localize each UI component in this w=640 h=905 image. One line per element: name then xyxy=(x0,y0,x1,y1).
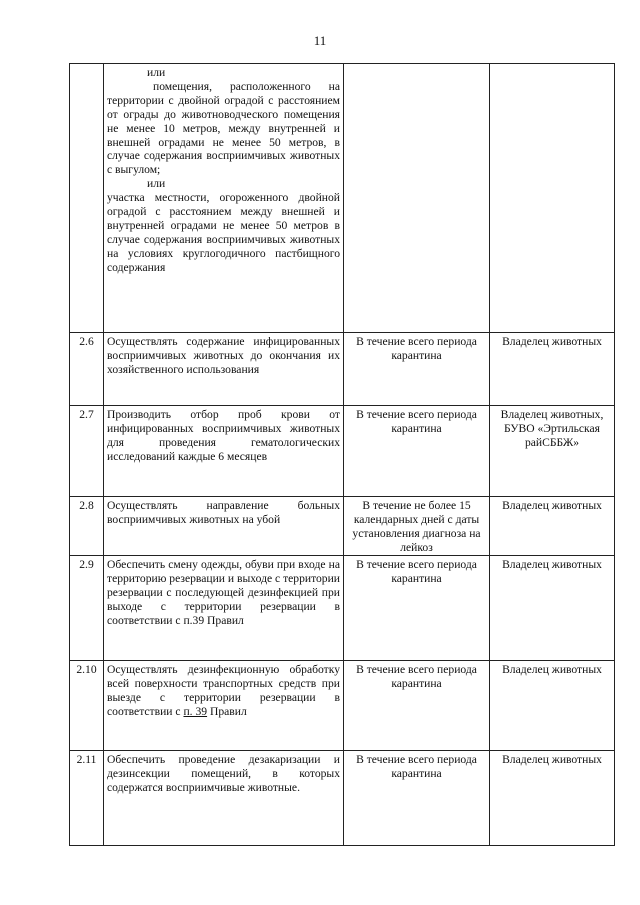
responsible-cell: Владелец животных xyxy=(490,333,615,406)
responsible-cell: Владелец животных xyxy=(490,661,615,751)
table-row xyxy=(70,661,615,751)
row-number: 2.9 xyxy=(70,556,104,661)
page-number: 11 xyxy=(313,33,327,48)
term-cell: В течение всего периода карантина xyxy=(344,556,490,661)
measure-cell: Осуществлять содержание инфицированных восприимчивых животных до окончания их хозяйственного использования xyxy=(104,333,344,406)
responsible-cell: Владелец животных xyxy=(490,751,615,846)
row-number: 2.7 xyxy=(70,406,104,497)
measure-text: Осуществлять дезинфекционную обработку всей поверхности транспортных средств при выезде с территории резервации в соответствии с xyxy=(107,663,340,718)
measure-text: Правил xyxy=(209,704,247,718)
measure-cell xyxy=(104,661,344,751)
term-cell: В течение всего периода карантина xyxy=(344,751,490,846)
rule-reference: п. 39 xyxy=(183,704,208,718)
responsible-cell xyxy=(490,64,615,333)
row-number: 2.8 xyxy=(70,497,104,556)
term-cell: В течение всего периода карантина xyxy=(344,661,490,751)
measure-cell: Обеспечить смену одежды, обуви при входе на территорию резервации и выходе с территории резервации с последующей дезинфекцией при выходе с территории резервации в соответствии с п.39 Правил xyxy=(104,556,344,661)
responsible-cell: Владелец животных, БУВО «Эртильская райСББЖ» xyxy=(490,406,615,497)
responsible-cell: Владелец животных xyxy=(490,497,615,556)
row-number xyxy=(70,64,104,333)
table-row xyxy=(70,333,615,406)
measure-text: участка местности, огороженного двойной оградой с расстоянием между внешней и внутренней оградами не менее 50 метров в случае содержания восприимчивых животных на условиях круглогодичного пастбищного содержания xyxy=(107,191,340,274)
row-number: 2.10 xyxy=(70,661,104,751)
measures-table xyxy=(69,63,615,846)
table-row xyxy=(70,497,615,556)
table-row xyxy=(70,406,615,497)
term-cell: В течение всего периода карантина xyxy=(344,406,490,497)
term-cell: В течение всего периода карантина xyxy=(344,333,490,406)
measure-text: или xyxy=(147,177,166,191)
responsible-cell: Владелец животных xyxy=(490,556,615,661)
table-row xyxy=(70,556,615,661)
measure-text: помещения, расположенного на территории с двойной оградой с расстоянием от ограды до животноводческого помещения не менее 10 метров, между внутренней и внешней оградами не менее 50 метров, в случае содержания восприимчивых животных с выгулом; xyxy=(107,79,340,177)
row-number: 2.6 xyxy=(70,333,104,406)
measure-cell: Осуществлять направление больных восприимчивых животных на убой xyxy=(104,497,344,556)
measure-text: или xyxy=(147,66,166,79)
term-cell: В течение не более 15 календарных дней с даты установления диагноза на лейкоз xyxy=(344,497,490,556)
term-cell xyxy=(344,64,490,333)
row-number: 2.11 xyxy=(70,751,104,846)
measure-cell xyxy=(104,64,344,333)
table-row xyxy=(70,64,615,333)
table-row xyxy=(70,751,615,846)
measure-cell: Обеспечить проведение дезакаризации и дезинсекции помещений, в которых содержатся восприимчивые животные. xyxy=(104,751,344,846)
measure-cell: Производить отбор проб крови от инфицированных восприимчивых животных для проведения гематологических исследований каждые 6 месяцев xyxy=(104,406,344,497)
